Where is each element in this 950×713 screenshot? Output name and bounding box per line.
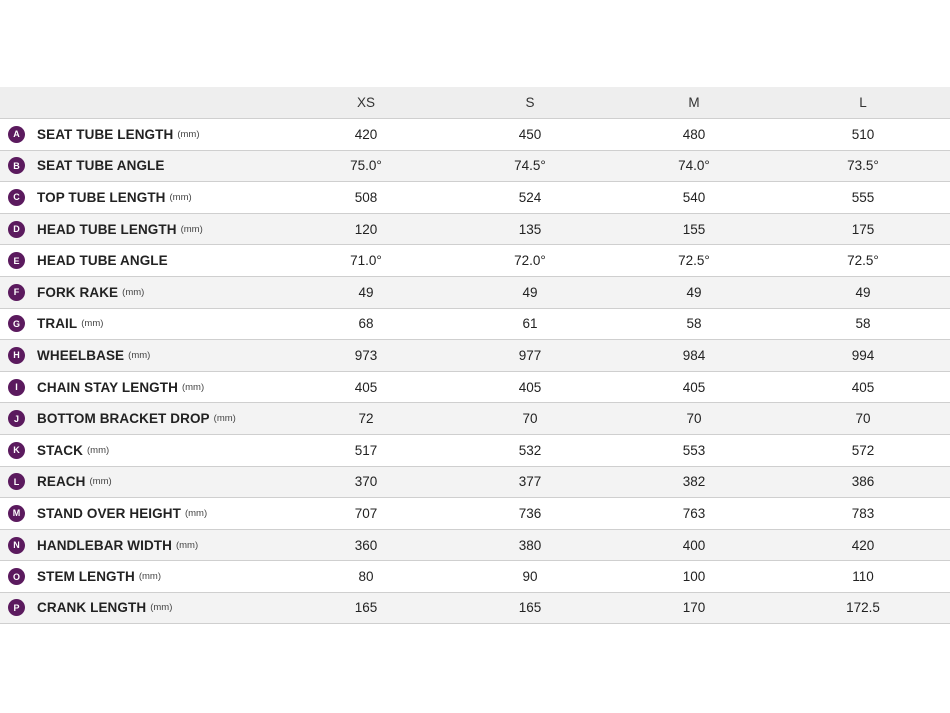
value-cell-l: 994 <box>851 347 875 363</box>
value-cell-s: 61 <box>522 316 538 332</box>
value-cell-s: 90 <box>522 569 538 585</box>
measurement-unit: (mm) <box>184 507 208 519</box>
measurement-unit: (mm) <box>87 444 110 456</box>
value-cell-s: 72.0° <box>514 253 546 269</box>
value-cell-m: 763 <box>682 505 706 521</box>
row-label-cell <box>0 505 285 522</box>
measurement-name: CRANK LENGTH <box>37 600 147 616</box>
value-cell-l: 405 <box>851 379 875 395</box>
table-row <box>0 150 950 182</box>
row-label-cell <box>0 410 285 427</box>
table-row <box>0 371 950 403</box>
value-cell-l: 58 <box>855 316 871 332</box>
measurement-name: SEAT TUBE ANGLE <box>37 158 165 174</box>
header-size-s: S <box>525 95 535 110</box>
table-row <box>0 339 950 371</box>
value-cell-xs: 370 <box>354 474 378 490</box>
row-label-cell <box>0 126 285 143</box>
measurement-name: REACH <box>37 474 86 490</box>
value-cell-m: 58 <box>686 316 702 332</box>
table-row <box>0 560 950 592</box>
value-cell-xs: 707 <box>354 505 378 521</box>
measurement-unit: (mm) <box>138 571 162 583</box>
letter-badge: C <box>8 189 25 206</box>
value-cell-xs: 165 <box>354 600 378 616</box>
value-cell-xs: 72 <box>358 411 374 427</box>
row-label-cell <box>0 284 285 301</box>
table-row <box>0 497 950 529</box>
value-cell-s: 380 <box>518 537 542 553</box>
value-cell-l: 386 <box>851 474 875 490</box>
value-cell-l: 510 <box>851 126 875 142</box>
letter-badge: K <box>8 442 25 459</box>
value-cell-m: 155 <box>682 221 706 237</box>
measurement-unit: (mm) <box>180 223 203 235</box>
value-cell-m: 70 <box>686 411 702 427</box>
value-cell-m: 540 <box>682 189 706 205</box>
value-cell-s: 135 <box>518 221 542 237</box>
value-cell-xs: 405 <box>354 379 378 395</box>
value-cell-s: 977 <box>518 347 542 363</box>
header-size-l: L <box>859 95 867 110</box>
measurement-name: SEAT TUBE LENGTH <box>37 126 174 142</box>
value-cell-xs: 80 <box>358 569 374 585</box>
header-size-xs: XS <box>356 95 375 110</box>
value-cell-xs: 75.0° <box>350 158 382 174</box>
row-label-cell <box>0 599 285 616</box>
table-row <box>0 592 950 624</box>
value-cell-m: 72.5° <box>678 253 710 269</box>
table-row <box>0 213 950 245</box>
value-cell-s: 736 <box>518 505 542 521</box>
value-cell-xs: 517 <box>354 442 378 458</box>
value-cell-s: 450 <box>518 126 542 142</box>
row-label-cell <box>0 537 285 554</box>
letter-badge: M <box>8 505 25 522</box>
value-cell-xs: 71.0° <box>350 253 382 269</box>
value-cell-s: 377 <box>518 474 542 490</box>
value-cell-l: 175 <box>851 221 875 237</box>
value-cell-s: 524 <box>518 189 542 205</box>
value-cell-m: 100 <box>682 569 706 585</box>
value-cell-l: 783 <box>851 505 875 521</box>
measurement-unit: (mm) <box>122 286 145 298</box>
table-row <box>0 466 950 498</box>
letter-badge: A <box>8 126 25 143</box>
measurement-name: STACK <box>37 442 83 458</box>
letter-badge: D <box>8 221 25 238</box>
value-cell-l: 420 <box>851 537 875 553</box>
measurement-name: TOP TUBE LENGTH <box>37 189 166 205</box>
value-cell-l: 110 <box>852 569 874 585</box>
table-row <box>0 244 950 276</box>
value-cell-xs: 360 <box>354 537 378 553</box>
letter-badge: L <box>8 473 25 490</box>
value-cell-l: 572 <box>851 442 875 458</box>
row-label-cell <box>0 189 285 206</box>
row-label-cell <box>0 221 285 238</box>
letter-badge: E <box>8 252 25 269</box>
value-cell-xs: 508 <box>354 189 378 205</box>
row-label-cell <box>0 568 285 585</box>
value-cell-l: 70 <box>855 411 871 427</box>
value-cell-xs: 973 <box>354 347 378 363</box>
row-label-cell <box>0 442 285 459</box>
measurement-name: STEM LENGTH <box>37 569 135 585</box>
value-cell-m: 170 <box>682 600 706 616</box>
measurement-name: HEAD TUBE LENGTH <box>37 221 177 237</box>
table-row <box>0 308 950 340</box>
value-cell-m: 74.0° <box>678 158 710 174</box>
measurement-unit: (mm) <box>175 539 199 551</box>
value-cell-l: 73.5° <box>847 158 879 174</box>
value-cell-m: 480 <box>682 126 706 142</box>
row-label-cell <box>0 315 285 332</box>
value-cell-m: 382 <box>682 474 706 490</box>
letter-badge: B <box>8 157 25 174</box>
row-label-cell <box>0 379 285 396</box>
geometry-table <box>0 87 950 624</box>
value-cell-m: 49 <box>686 284 702 300</box>
value-cell-m: 405 <box>682 379 706 395</box>
letter-badge: P <box>8 599 25 616</box>
row-label-cell <box>0 157 285 174</box>
table-row <box>0 118 950 150</box>
measurement-name: CHAIN STAY LENGTH <box>37 379 178 395</box>
value-cell-xs: 420 <box>354 126 378 142</box>
value-cell-xs: 68 <box>358 316 374 332</box>
row-label-cell <box>0 473 285 490</box>
value-cell-s: 532 <box>518 442 542 458</box>
row-label-cell <box>0 347 285 364</box>
measurement-unit: (mm) <box>181 381 205 393</box>
measurement-unit: (mm) <box>89 476 112 488</box>
value-cell-m: 553 <box>682 442 706 458</box>
table-row <box>0 181 950 213</box>
value-cell-l: 555 <box>851 189 875 205</box>
table-body <box>0 118 950 624</box>
measurement-name: FORK RAKE <box>37 284 119 300</box>
value-cell-s: 405 <box>518 379 542 395</box>
value-cell-l: 72.5° <box>847 253 879 269</box>
letter-badge: N <box>8 537 25 554</box>
value-cell-m: 400 <box>682 537 706 553</box>
letter-badge: J <box>8 410 25 427</box>
measurement-name: WHEELBASE <box>37 347 125 363</box>
value-cell-xs: 120 <box>354 221 378 237</box>
measurement-unit: (mm) <box>213 413 236 425</box>
measurement-name: STAND OVER HEIGHT <box>37 505 181 521</box>
table-row <box>0 402 950 434</box>
value-cell-s: 49 <box>522 284 538 300</box>
table-row <box>0 529 950 561</box>
table-row <box>0 434 950 466</box>
measurement-name: TRAIL <box>37 316 78 332</box>
table-header-row <box>0 87 950 118</box>
letter-badge: H <box>8 347 25 364</box>
measurement-name: HEAD TUBE ANGLE <box>37 253 168 269</box>
value-cell-s: 165 <box>518 600 542 616</box>
measurement-name: HANDLEBAR WIDTH <box>37 537 172 553</box>
value-cell-m: 984 <box>682 347 706 363</box>
measurement-unit: (mm) <box>177 128 200 140</box>
row-label-cell <box>0 252 285 269</box>
letter-badge: F <box>8 284 25 301</box>
measurement-name: BOTTOM BRACKET DROP <box>37 411 210 427</box>
value-cell-l: 49 <box>855 284 871 300</box>
measurement-unit: (mm) <box>81 318 104 330</box>
value-cell-s: 70 <box>522 411 538 427</box>
value-cell-s: 74.5° <box>514 158 546 174</box>
measurement-unit: (mm) <box>150 602 173 614</box>
value-cell-xs: 49 <box>358 284 374 300</box>
table-row <box>0 276 950 308</box>
value-cell-l: 172.5 <box>846 600 880 616</box>
measurement-unit: (mm) <box>169 191 192 203</box>
header-size-m: M <box>688 95 700 110</box>
letter-badge: I <box>8 379 25 396</box>
letter-badge: G <box>8 315 25 332</box>
letter-badge: O <box>8 568 25 585</box>
measurement-unit: (mm) <box>128 349 151 361</box>
